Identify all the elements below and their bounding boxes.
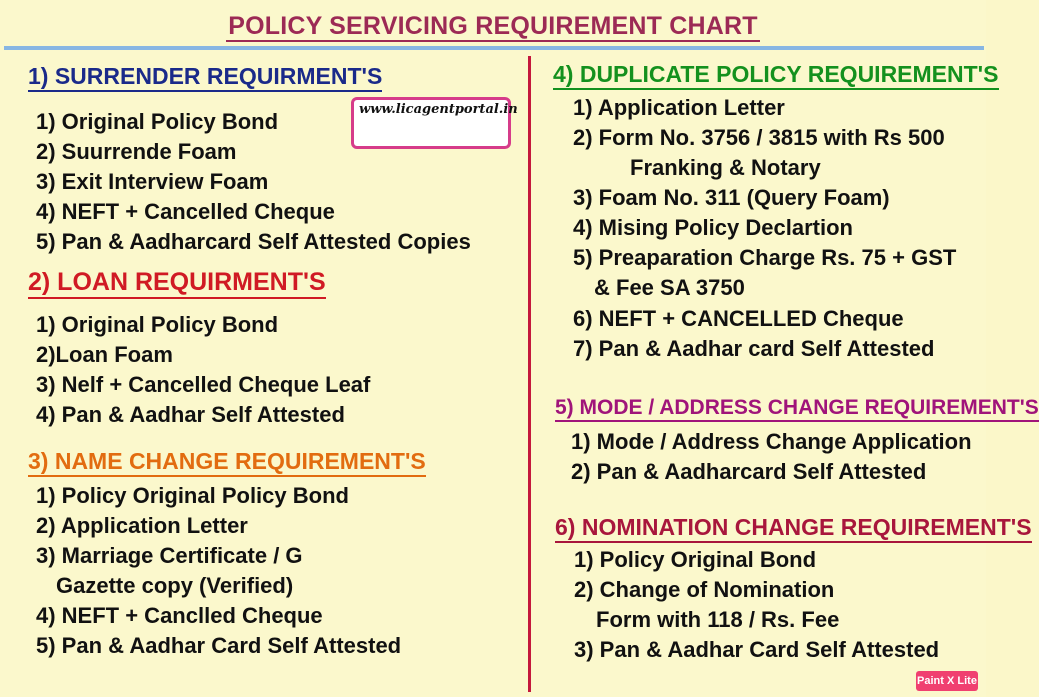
duplicate-item: 5) Preaparation Charge Rs. 75 + GST: [573, 245, 957, 270]
duplicate-item: 6) NEFT + CANCELLED Cheque: [573, 306, 904, 331]
duplicate-item: 2) Form No. 3756 / 3815 with Rs 500: [573, 125, 945, 150]
mode-address-item: 1) Mode / Address Change Application: [571, 429, 972, 454]
loan-item: 3) Nelf + Cancelled Cheque Leaf: [36, 372, 371, 397]
mode-address-heading: 5) MODE / ADDRESS CHANGE REQUIREMENT'S: [555, 394, 1039, 422]
page-title: POLICY SERVICING REQUIREMENT CHART: [228, 12, 758, 40]
name-change-item: 4) NEFT + Canclled Cheque: [36, 603, 323, 628]
duplicate-item: & Fee SA 3750: [594, 275, 745, 300]
duplicate-item: 3) Foam No. 311 (Query Foam): [573, 185, 890, 210]
nomination-item: 1) Policy Original Bond: [574, 547, 817, 572]
duplicate-item: 7) Pan & Aadhar card Self Attested: [573, 336, 935, 361]
loan-item: 4) Pan & Aadhar Self Attested: [36, 402, 345, 427]
nomination-item: Form with 118 / Rs. Fee: [596, 607, 840, 632]
name-change-item: 2) Application Letter: [36, 513, 248, 538]
app-badge: Paint X Lite: [916, 671, 978, 691]
surrender-item: 1) Original Policy Bond: [36, 109, 279, 134]
duplicate-item: Franking & Notary: [630, 155, 821, 180]
mode-address-item: 2) Pan & Aadharcard Self Attested: [571, 459, 927, 484]
name-change-item: 3) Marriage Certificate / G: [36, 543, 303, 568]
nomination-item: 3) Pan & Aadhar Card Self Attested: [574, 637, 940, 662]
name-change-item: 5) Pan & Aadhar Card Self Attested: [36, 633, 402, 658]
watermark-box: [351, 97, 518, 149]
nomination-item: 2) Change of Nomination: [574, 577, 835, 602]
surrender-item: 3) Exit Interview Foam: [36, 169, 269, 194]
surrender-item: 5) Pan & Aadharcard Self Attested Copies: [36, 229, 471, 254]
name-change-item: 1) Policy Original Policy Bond: [36, 483, 349, 508]
nomination-heading: 6) NOMINATION CHANGE REQUIREMENT'S: [555, 513, 1032, 541]
watermark-text: www.licagentportal.in: [359, 102, 518, 117]
duplicate-item: 4) Mising Policy Declartion: [573, 215, 853, 240]
duplicate-heading: 4) DUPLICATE POLICY REQUIREMENT'S: [553, 60, 999, 88]
surrender-item: 4) NEFT + Cancelled Cheque: [36, 199, 335, 224]
loan-item: 1) Original Policy Bond: [36, 312, 279, 337]
loan-heading: 2) LOAN REQUIRMENT'S: [28, 268, 326, 296]
surrender-item: 2) Suurrende Foam: [36, 139, 237, 164]
loan-item: 2)Loan Foam: [36, 342, 173, 367]
surrender-heading: 1) SURRENDER REQUIRMENT'S: [28, 62, 382, 90]
name-change-item: Gazette copy (Verified): [56, 573, 294, 598]
column-divider: [528, 56, 531, 692]
header-divider: [4, 46, 984, 50]
name-change-heading: 3) NAME CHANGE REQUIREMENT'S: [28, 447, 426, 475]
duplicate-item: 1) Application Letter: [573, 95, 785, 120]
